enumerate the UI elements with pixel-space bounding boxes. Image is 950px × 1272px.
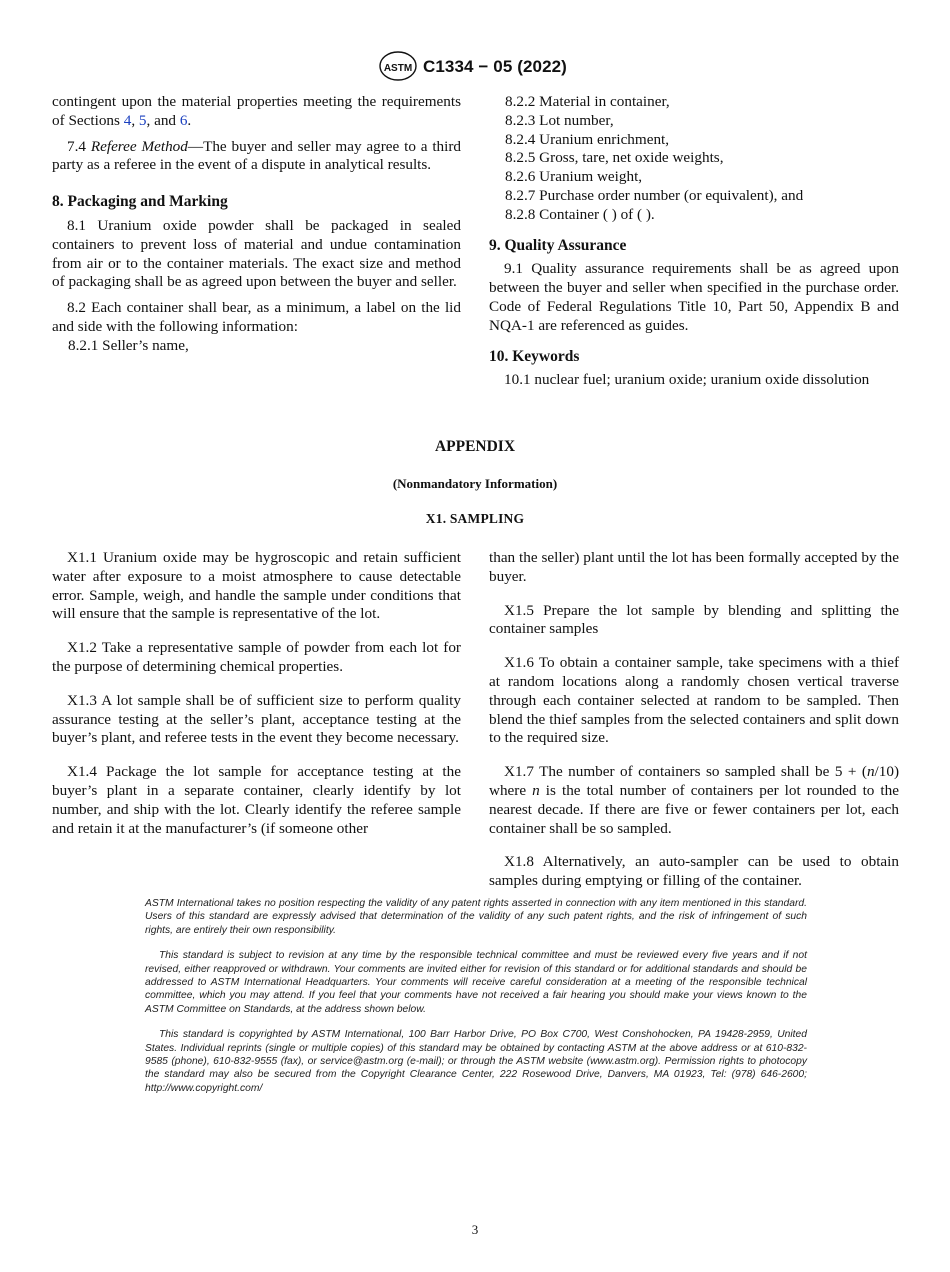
legal-notices xyxy=(145,897,807,1107)
paragraph-x1-4-continued: than the seller) plant until the lot has been formally accepted by the buyer. xyxy=(489,549,899,585)
copyright-notice: This standard is copyrighted by ASTM International, 100 Barr Harbor Drive, PO Box C700, West Conshohocken, PA 19428-2959, United States. Individual reprints (single or multiple copies) of this standard may be obtained by contacting ASTM at the above address or at 610-832-9585 (phone), 610-832-9555 (fax), or service@astm.org (e-mail); or through the ASTM website (www.astm.org). Permission rights to photocopy the standard may also be secured from the Copyright Clearance Center, 222 Rosewood Drive, Danvers, MA 01923, Tel: (978) 646-2600; http://www.copyright.com/ xyxy=(145,1029,807,1094)
paragraph-8-2: 8.2 Each container shall bear, as a minimum, a label on the lid and side with the following information: xyxy=(52,299,461,335)
list-item: 8.2.7 Purchase order number (or equivalent), and xyxy=(505,186,804,204)
section-5-link[interactable]: 5 xyxy=(138,111,147,129)
revision-notice: This standard is subject to revision at any time by the responsible technical committee and must be reviewed every five years and if not revised, either reapproved or withdrawn. Your comments are invited either for revision of this standard or for additional standards and should be addressed to ASTM International Headquarters. Your comments will receive careful consideration at a meeting of the responsible technical committee, which you may attend. If you feel that your comments have not received a fair hearing you should make your views known to the ASTM Committee on Standards, at the address shown below. xyxy=(145,950,807,1015)
patent-notice: ASTM International takes no position respecting the validity of any patent rights asserted in connection with any item mentioned in this standard. Users of this standard are expressly advised that determination of the validity of any such patent rights, and the risk of infringement of such rights, are entirely their own responsibility. xyxy=(145,898,807,936)
section-6-link[interactable]: 6 xyxy=(179,111,188,129)
section-10-heading: 10. Keywords xyxy=(489,347,580,365)
left-column-appendix xyxy=(52,549,461,838)
paragraph-9-1: 9.1 Quality assurance requirements shall be as agreed upon between the buyer and seller when specified in the purchase order. Code of Federal Regulations Title 10, Part 50, Appendix B and NQA-1 are referenced as guides. xyxy=(489,260,899,334)
paragraph-7-4: 7.4 Referee Method—The buyer and seller may agree to a third party as a referee in the event of a dispute in analytical results. xyxy=(52,137,462,174)
appendix-subtitle: (Nonmandatory Information) xyxy=(392,476,558,491)
right-column-top xyxy=(489,93,899,390)
paragraph-10-1: 10.1 nuclear fuel; uranium oxide; uranium oxide dissolution xyxy=(504,371,870,389)
paragraph-x1-4: X1.4 Package the lot sample for acceptance testing at the buyer’s plant in a separate container, clearly identify by lot number, and ship with the lot. Clearly identify the referee sample and retain it at the manufacturer’s (if someone other xyxy=(52,763,461,837)
astm-logo-icon xyxy=(378,50,418,82)
paragraph-x1-1: X1.1 Uranium oxide may be hygroscopic and retain sufficient water after exposure to a moist atmosphere to cause detectable error. Sample, weigh, and handle the sample under conditions that will ensure that the sample is representative of the lot. xyxy=(52,549,461,623)
list-item: 8.2.3 Lot number, xyxy=(505,111,614,129)
section-8-heading: 8. Packaging and Marking xyxy=(52,193,228,211)
list-item: 8.2.5 Gross, tare, net oxide weights, xyxy=(505,149,724,167)
paragraph-8-2-1: 8.2.1 Seller’s name, xyxy=(68,336,189,354)
left-column-top xyxy=(52,93,461,356)
continued-paragraph: contingent upon the material properties meeting the requirements of Sections 4, 5, and 6. xyxy=(52,93,461,129)
paragraph-x1-8: X1.8 Alternatively, an auto-sampler can be used to obtain samples during emptying or filling of the container. xyxy=(489,853,899,890)
list-item: 8.2.6 Uranium weight, xyxy=(505,168,643,186)
appendix-section-heading: X1. SAMPLING xyxy=(425,511,525,526)
paragraph-8-1: 8.1 Uranium oxide powder shall be packaged in sealed containers to prevent loss of material and undue contamination from air or to the container materials. The exact size and method of packaging shall be as agreed upon between the buyer and seller. xyxy=(52,216,461,291)
section-9-heading: 9. Quality Assurance xyxy=(489,236,627,254)
page-header xyxy=(0,50,950,84)
paragraph-x1-7: X1.7 The number of containers so sampled shall be 5 + (n/10) where n is the total number of containers per lot rounded to the nearest decade. If there are five or fewer containers per lot, each container shall be so sampled. xyxy=(489,763,899,837)
list-item: 8.2.2 Material in container, xyxy=(505,93,670,110)
page-number: 3 xyxy=(471,1222,479,1237)
astm-logo-text: ASTM xyxy=(383,63,413,74)
paragraph-x1-2: X1.2 Take a representative sample of powder from each lot for the purpose of determining chemical properties. xyxy=(52,639,461,675)
paragraph-x1-6: X1.6 To obtain a container sample, take specimens with a thief at random locations along a randomly chosen vertical traverse through each container selected at random to be sampled. Then blend the thief samples from the selected containers and split down to the required size. xyxy=(489,654,899,747)
list-item: 8.2.4 Uranium enrichment, xyxy=(505,130,670,148)
paragraph-x1-3: X1.3 A lot sample shall be of sufficient size to perform quality assurance testing at the seller’s plant, acceptance testing at the buyer’s plant, and referee tests in the event they become necessary. xyxy=(52,691,461,747)
right-column-appendix xyxy=(489,549,899,891)
paragraph-x1-5: X1.5 Prepare the lot sample by blending and splitting the container samples xyxy=(489,601,899,638)
standard-designation: C1334 − 05 (2022) xyxy=(423,57,567,76)
list-item: 8.2.8 Container ( ) of ( ). xyxy=(505,205,655,223)
section-4-link[interactable]: 4 xyxy=(123,111,132,129)
appendix-title: APPENDIX xyxy=(434,438,516,455)
